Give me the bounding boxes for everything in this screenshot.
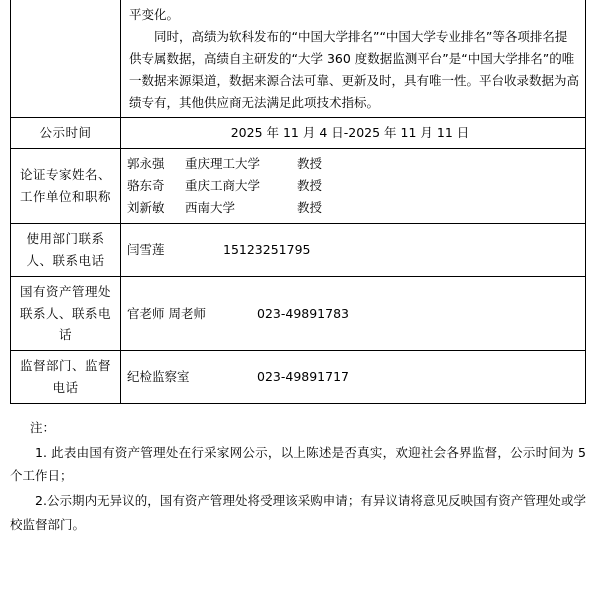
contact-name: 纪检监察室 (127, 369, 190, 385)
expert-name: 骆东奇 (127, 178, 165, 194)
notes-section (10, 416, 586, 536)
procurement-disclosure-table (10, 0, 586, 404)
row-label-disclosure-period: 公示时间 (11, 118, 121, 149)
contact-name: 闫雪莲 (127, 241, 165, 257)
expert-org: 重庆理工大学 (185, 156, 261, 172)
row-label-user-department-contact: 使用部门联系人、联系电话 (11, 223, 121, 276)
technical-paragraph: 同时，高绩为软科发布的“中国大学排名”“中国大学专业排名”等各项排名提供专属数据，高绩自主研发的“大学 360 度数据监测平台”是“中国大学排名”的唯一数据来源渠道，数据来源合法可靠、更新及时，具有唯一性。平台收录数据为高绩专有，其他供应商无法满足此项技术指标。 (129, 28, 580, 110)
table-row-continued (11, 0, 586, 118)
row-label-supervision-contact: 监督部门、监督电话 (11, 351, 121, 404)
contact-phone: 023-49891783 (257, 305, 349, 321)
note-item: 1. 此表由国有资产管理处在行采家网公示，以上陈述是否真实，欢迎社会各界监督，公示时间为 5 个工作日； (10, 445, 586, 484)
table-row-supervision-contact (11, 351, 586, 404)
row-value-experts (121, 149, 586, 224)
note-item: 2.公示期内无异议的，国有资产管理处将受理该采购申请；有异议请将意见反映国有资产管理处或学校监督部门。 (10, 493, 586, 532)
expert-name: 刘新敏 (127, 200, 165, 215)
expert-entry (127, 175, 579, 197)
row-value-asset-office-contact (121, 276, 586, 351)
row-label-experts: 论证专家姓名、工作单位和职称 (11, 149, 121, 224)
expert-title: 教授 (297, 156, 323, 172)
expert-entry (127, 197, 579, 219)
expert-title: 教授 (297, 200, 323, 215)
contact-phone: 15123251795 (223, 241, 311, 257)
row-label-asset-office-contact: 国有资产管理处联系人、联系电话 (11, 276, 121, 351)
row-value-technical-description (121, 0, 586, 118)
table-row-disclosure-period (11, 118, 586, 149)
table-row-experts (11, 149, 586, 224)
table-row-user-department-contact (11, 223, 586, 276)
row-label-empty (11, 0, 121, 118)
row-value-user-department-contact (121, 223, 586, 276)
contact-name: 官老师 周老师 (127, 305, 206, 321)
expert-title: 教授 (297, 178, 323, 194)
row-value-disclosure-period: 2025 年 11 月 4 日-2025 年 11 月 11 日 (121, 118, 586, 149)
continued-text: 平变化。 (129, 7, 180, 22)
expert-name: 郭永强 (127, 156, 165, 172)
expert-entry (127, 153, 579, 175)
expert-org: 西南大学 (185, 200, 236, 215)
table-row-asset-office-contact (11, 276, 586, 351)
notes-label: 注： (30, 420, 56, 435)
contact-phone: 023-49891717 (257, 369, 349, 385)
expert-org: 重庆工商大学 (185, 178, 261, 194)
row-value-supervision-contact (121, 351, 586, 404)
